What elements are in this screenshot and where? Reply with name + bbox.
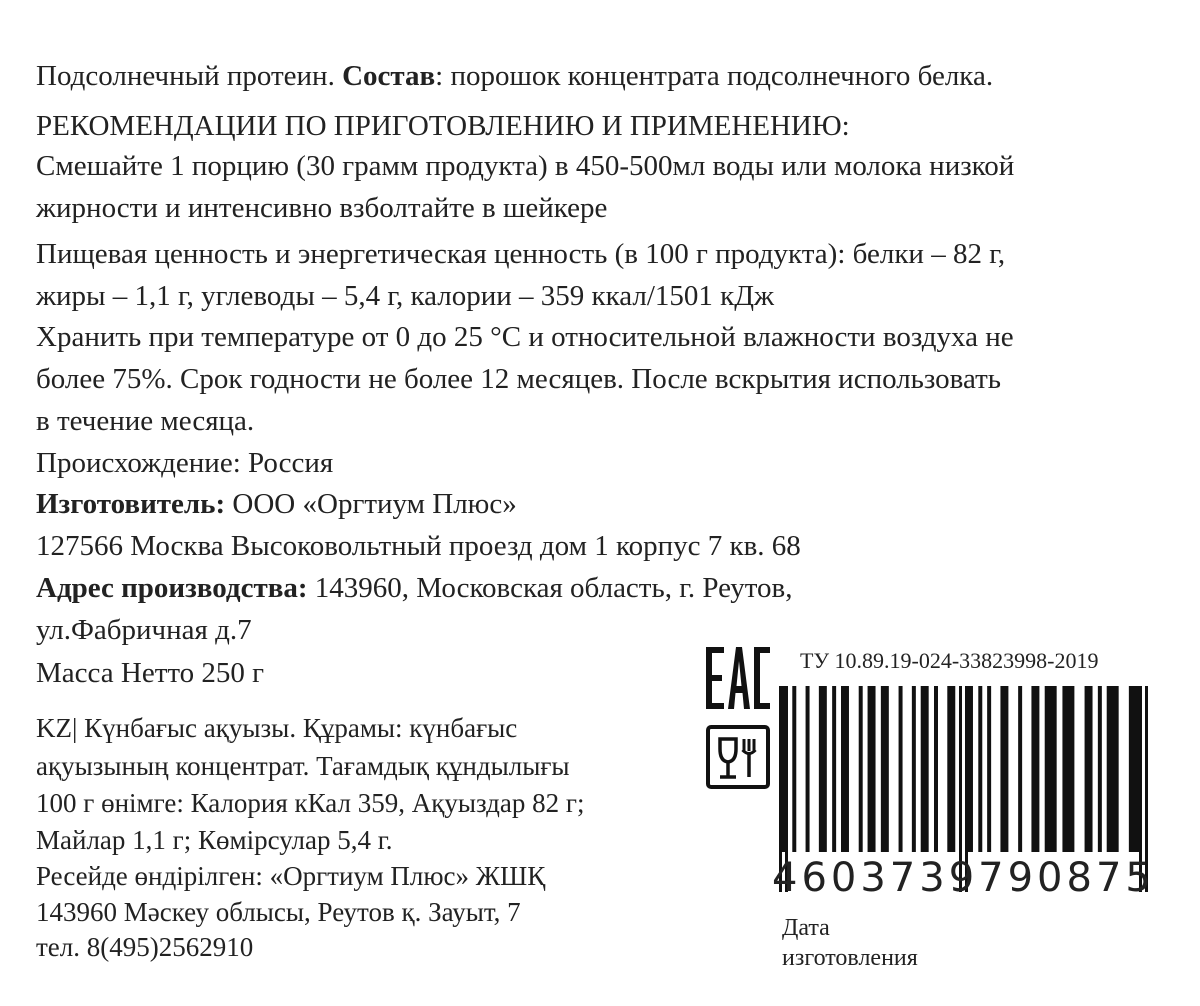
barcode-bar bbox=[1045, 686, 1057, 852]
manufacturer-name: ООО «Оргтиум Плюс» bbox=[225, 488, 517, 520]
manufacturer-line bbox=[36, 490, 517, 519]
storage-line-2: более 75%. Срок годности не более 12 месяцев. После вскрытия использовать bbox=[36, 363, 1002, 395]
production-address-line-1 bbox=[36, 574, 792, 603]
storage-line-1: Хранить при температуре от 0 до 25 °С и относительной влажности воздуха не bbox=[36, 321, 1014, 353]
storage-line-3: в течение месяца. bbox=[36, 405, 255, 437]
kz-line-6: 143960 Мәскеу облысы, Реутов қ. Зауыт, 7 bbox=[36, 897, 521, 927]
barcode-bar bbox=[912, 686, 916, 852]
preparation-line-1: Смешайте 1 порцию (30 грамм продукта) в 450-500мл воды или молока низкой bbox=[36, 150, 1015, 182]
barcode-bar bbox=[921, 686, 929, 852]
eac-mark-icon bbox=[706, 647, 770, 709]
barcode-bar bbox=[806, 686, 810, 852]
origin-line: Происхождение: Россия bbox=[36, 447, 334, 479]
barcode-bar bbox=[1098, 686, 1102, 852]
recommendations-heading: РЕКОМЕНДАЦИИ ПО ПРИГОТОВЛЕНИЮ И ПРИМЕНЕНИЮ: bbox=[36, 110, 850, 142]
kz-line-5: Ресейде өндірілген: «Оргтиум Плюс» ЖШҚ bbox=[36, 861, 546, 891]
date-label-line-2: изготовления bbox=[782, 945, 918, 971]
production-address-heading: Адрес производства: bbox=[36, 572, 308, 604]
technical-specification: ТУ 10.89.19-024-33823998-2019 bbox=[800, 648, 1099, 673]
barcode-bar bbox=[841, 686, 849, 852]
barcode-bar bbox=[899, 686, 903, 852]
barcode-bar bbox=[832, 686, 836, 852]
food-contact-glass-fork-icon bbox=[706, 725, 770, 789]
preparation-line-2: жирности и интенсивно взболтайте в шейкере bbox=[36, 192, 608, 224]
product-name: Подсолнечный протеин. bbox=[36, 60, 343, 92]
date-label-line-1: Дата bbox=[782, 915, 830, 941]
kz-line-3: 100 г өнімге: Калория кКал 359, Ақуыздар 82 г; bbox=[36, 788, 585, 818]
composition-heading: Состав bbox=[342, 60, 436, 92]
kz-line-7: тел. 8(495)2562910 bbox=[36, 932, 254, 962]
barcode-bar bbox=[881, 686, 889, 852]
nutrition-line-2: жиры – 1,1 г, углеводы – 5,4 г, калории – 359 ккал/1501 кДж bbox=[36, 280, 775, 312]
barcode-bar bbox=[859, 686, 863, 852]
production-address-text: 143960, Московская область, г. Реутов, bbox=[307, 572, 793, 604]
production-address-line-2: ул.Фабричная д.7 bbox=[36, 614, 252, 646]
composition-line bbox=[36, 62, 993, 91]
barcode-bar bbox=[947, 686, 955, 852]
barcode-bar bbox=[934, 686, 938, 852]
barcode-bar bbox=[1107, 686, 1119, 852]
barcode-bar bbox=[978, 686, 982, 852]
barcode-bar bbox=[868, 686, 876, 852]
net-weight: Масса Нетто 250 г bbox=[36, 657, 265, 689]
barcode-bar bbox=[987, 686, 991, 852]
nutrition-line-1: Пищевая ценность и энергетическая ценность (в 100 г продукта): белки – 82 г, bbox=[36, 238, 1006, 270]
manufacturer-heading: Изготовитель: bbox=[36, 488, 226, 520]
composition-text: : порошок концентрата подсолнечного белка. bbox=[435, 60, 994, 92]
barcode-bar bbox=[1062, 686, 1074, 852]
barcode-bar bbox=[1085, 686, 1093, 852]
barcode-bar bbox=[819, 686, 827, 852]
kz-line-4: Майлар 1,1 г; Көмірсулар 5,4 г. bbox=[36, 825, 393, 855]
barcode-bar bbox=[1018, 686, 1022, 852]
barcode-bar bbox=[1031, 686, 1039, 852]
barcode-bar bbox=[792, 686, 796, 852]
barcode-digits: 4603739790875 bbox=[772, 855, 1155, 901]
manufacturer-address: 127566 Москва Высоковольтный проезд дом 1 корпус 7 кв. 68 bbox=[36, 530, 801, 562]
barcode-bar bbox=[1000, 686, 1008, 852]
kz-line-2: ақуызының концентрат. Тағамдық құндылығы bbox=[36, 751, 570, 781]
kz-line-1: KZ| Күнбағыс ақуызы. Құрамы: күнбағыс bbox=[36, 713, 518, 743]
